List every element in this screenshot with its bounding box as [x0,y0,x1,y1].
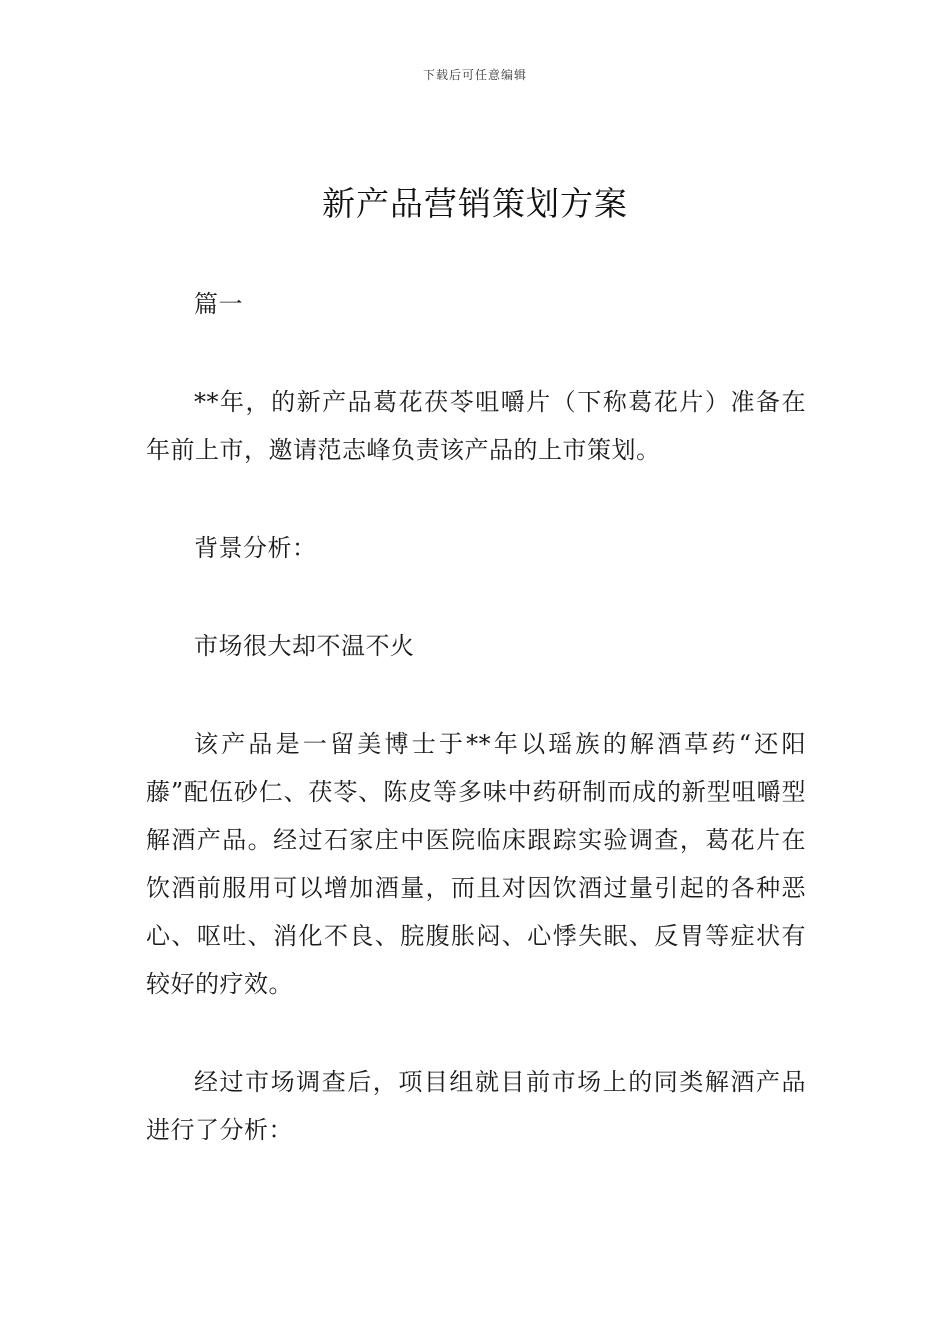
section-label: 篇一 [194,290,243,318]
intro-paragraph: **年，的新产品葛花茯苓咀嚼片（下称葛花片）准备在年前上市，邀请范志峰负责该产品的上市策划。 [146,388,806,464]
document-title: 新产品营销策划方案 [322,184,628,223]
analysis-paragraph: 经过市场调查后，项目组就目前市场上的同类解酒产品进行了分析： [146,1068,806,1144]
background-heading: 背景分析： [194,534,317,562]
product-paragraph: 该产品是一留美博士于**年以瑶族的解酒草药“还阳藤”配伍砂仁、茯苓、陈皮等多味中药研制而成的新型咀嚼型解酒产品。经过石家庄中医院临床跟踪实验调查，葛花片在饮酒前服用可以增加酒量，而且对因饮酒过量引起的各种恶心、呕吐、消化不良、脘腹胀闷、心悸失眠、反胃等症状有较好的疗效。 [146,730,806,998]
market-subheading: 市场很大却不温不火 [194,632,415,660]
header-note: 下载后可任意编辑 [422,68,527,82]
document-body [146,280,806,1204]
